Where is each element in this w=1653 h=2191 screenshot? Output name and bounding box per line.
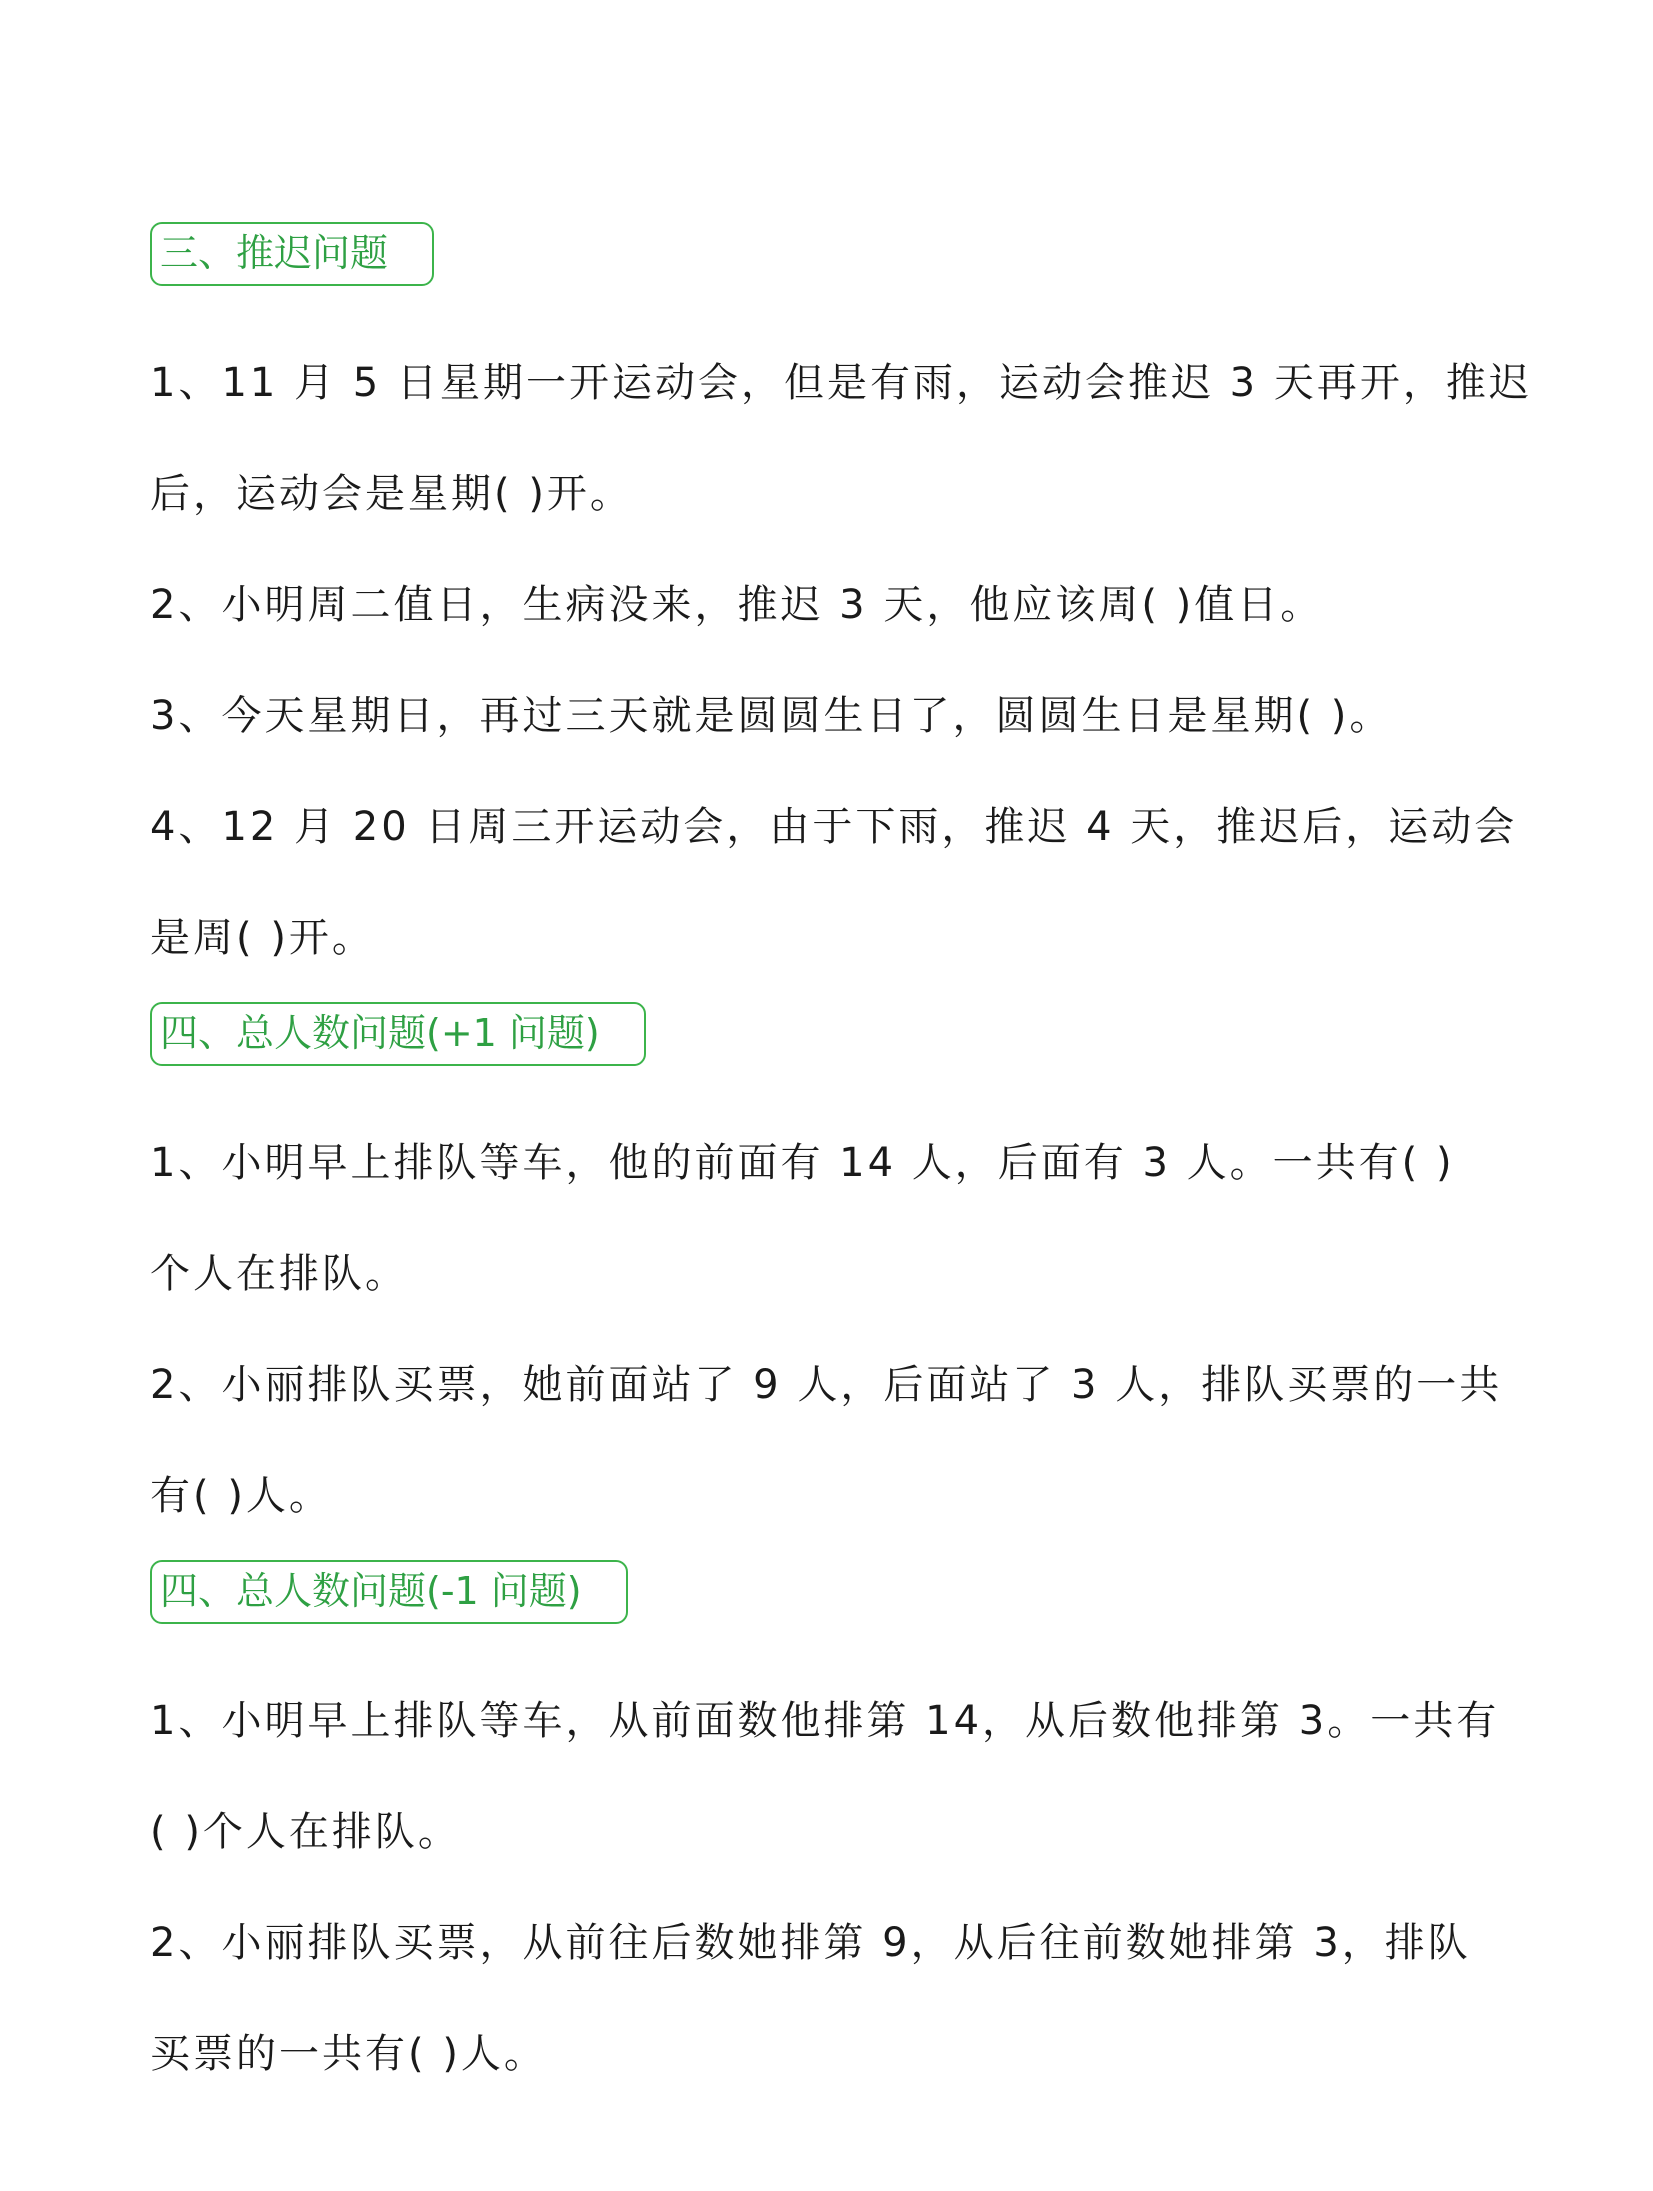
question-line: 买票的一共有( )人。 (150, 2031, 547, 2077)
question-line: 2、小丽排队买票，她前面站了 9 人，后面站了 3 人，排队买票的一共 (150, 1362, 1503, 1408)
question-line: 1、小明早上排队等车，从前面数他排第 14，从后数他排第 3。一共有 (150, 1698, 1500, 1744)
question-line: 2、小明周二值日，生病没来，推迟 3 天，他应该周( )值日。 (150, 582, 1324, 628)
section-total-plus-one (150, 1002, 1510, 1552)
question-line: 个人在排队。 (150, 1251, 408, 1297)
question-line: 2、小丽排队买票，从前往后数她排第 9，从后往前数她排第 3，排队 (150, 1920, 1471, 1966)
section-total-minus-one (150, 1560, 1510, 2110)
question-line: 4、12 月 20 日周三开运动会，由于下雨，推迟 4 天，推迟后，运动会 (150, 804, 1518, 850)
question-line: 后，运动会是星期( )开。 (150, 471, 633, 517)
section-heading: 四、总人数问题(+1 问题) (150, 1002, 646, 1066)
question-line: 1、11 月 5 日星期一开运动会，但是有雨，运动会推迟 3 天再开，推迟 (150, 360, 1532, 406)
section-heading: 三、推迟问题 (150, 222, 434, 286)
question-line: ( )个人在排队。 (150, 1809, 461, 1855)
question-line: 有( )人。 (150, 1473, 332, 1519)
question-line: 3、今天星期日，再过三天就是圆圆生日了，圆圆生日是星期( )。 (150, 693, 1393, 739)
question-line: 是周( )开。 (150, 915, 375, 961)
section-postpone (150, 222, 1532, 994)
question-line: 1、小明早上排队等车，他的前面有 14 人，后面有 3 人。一共有( ) (150, 1140, 1455, 1186)
section-heading: 四、总人数问题(-1 问题) (150, 1560, 628, 1624)
